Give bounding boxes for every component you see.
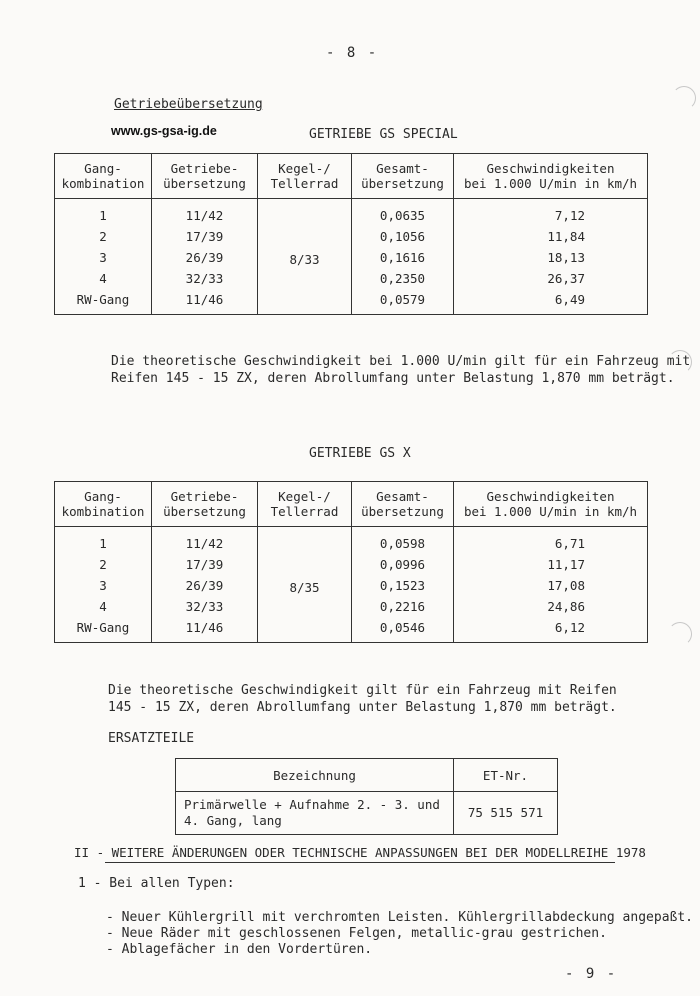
cell-speed: 24,86 <box>454 596 648 617</box>
cell-gesamt: 0,2216 <box>352 596 454 617</box>
cell-kegel: 8/33 <box>258 199 352 315</box>
cell-getriebe: 26/39 <box>152 575 258 596</box>
cell-gesamt: 0,1523 <box>352 575 454 596</box>
page-number-top: - 8 - <box>326 45 379 61</box>
list-item: - Neue Räder mit geschlossenen Felgen, metallic-grau gestrichen. <box>106 926 607 941</box>
section2-heading: II - WEITERE ÄNDERUNGEN ODER TECHNISCHE ANPASSUNGEN BEI DER MODELLREIHE 1978 <box>74 845 646 860</box>
cell-speed: 6,49 <box>454 289 648 315</box>
punch-hole-icon <box>668 622 692 646</box>
part-number: 75 515 571 <box>454 792 558 835</box>
table-row <box>55 554 648 575</box>
header-gesamt: Gesamt- übersetzung <box>352 482 454 527</box>
cell-gang: RW-Gang <box>55 617 152 643</box>
list-item: - Ablagefächer in den Vordertüren. <box>106 942 373 957</box>
gear-table-special <box>54 153 648 315</box>
section-heading: Getriebeübersetzung <box>114 97 263 112</box>
cell-gang: RW-Gang <box>55 289 152 315</box>
cell-getriebe: 26/39 <box>152 247 258 268</box>
cell-getriebe: 11/46 <box>152 617 258 643</box>
cell-speed: 6,71 <box>454 527 648 555</box>
subsection-heading: 1 - Bei allen Typen: <box>78 876 235 891</box>
cell-speed: 7,12 <box>454 199 648 227</box>
header-gang: Gang- kombination <box>55 482 152 527</box>
header-getriebe: Getriebe- übersetzung <box>152 482 258 527</box>
cell-speed: 17,08 <box>454 575 648 596</box>
cell-gang: 2 <box>55 226 152 247</box>
cell-gang: 1 <box>55 199 152 227</box>
cell-getriebe: 17/39 <box>152 226 258 247</box>
cell-getriebe: 11/42 <box>152 199 258 227</box>
part-name: Primärwelle + Aufnahme 2. - 3. und 4. Gang, lang <box>176 792 454 835</box>
cell-gang: 4 <box>55 596 152 617</box>
header-kegel: Kegel-/ Tellerrad <box>258 154 352 199</box>
cell-getriebe: 32/33 <box>152 596 258 617</box>
table-row <box>55 226 648 247</box>
table-row <box>55 289 648 315</box>
cell-gesamt: 0,0598 <box>352 527 454 555</box>
note-special: Die theoretische Geschwindigkeit bei 1.000 U/min gilt für ein Fahrzeug mit Reifen 145 - 15 ZX, deren Abrollumfang unter Belastung 1,870 mm beträgt. <box>111 354 691 386</box>
gear-table-x <box>54 481 648 643</box>
header-gang: Gang- kombination <box>55 154 152 199</box>
table2-title: GETRIEBE GS X <box>309 446 411 461</box>
cell-speed: 26,37 <box>454 268 648 289</box>
cell-gesamt: 0,2350 <box>352 268 454 289</box>
cell-gesamt: 0,0996 <box>352 554 454 575</box>
cell-getriebe: 17/39 <box>152 554 258 575</box>
cell-gesamt: 0,0546 <box>352 617 454 643</box>
cell-kegel: 8/35 <box>258 527 352 643</box>
table-row <box>55 527 648 555</box>
punch-hole-icon <box>672 86 696 110</box>
cell-gang: 2 <box>55 554 152 575</box>
header-speed: Geschwindigkeiten bei 1.000 U/min in km/h <box>454 154 648 199</box>
cell-gesamt: 0,1616 <box>352 247 454 268</box>
cell-getriebe: 11/46 <box>152 289 258 315</box>
cell-speed: 6,12 <box>454 617 648 643</box>
cell-gang: 1 <box>55 527 152 555</box>
cell-gesamt: 0,1056 <box>352 226 454 247</box>
header-speed: Geschwindigkeiten bei 1.000 U/min in km/h <box>454 482 648 527</box>
parts-table <box>175 758 558 835</box>
parts-heading: ERSATZTEILE <box>108 731 195 746</box>
table1-title: GETRIEBE GS SPECIAL <box>309 127 458 142</box>
table-row <box>55 199 648 227</box>
table-row <box>55 596 648 617</box>
header-gesamt: Gesamt- übersetzung <box>352 154 454 199</box>
cell-gesamt: 0,0579 <box>352 289 454 315</box>
section2-underline <box>105 862 615 863</box>
cell-speed: 18,13 <box>454 247 648 268</box>
table-row <box>55 575 648 596</box>
table-row <box>55 617 648 643</box>
parts-col-name: Bezeichnung <box>176 759 454 792</box>
parts-col-nr: ET-Nr. <box>454 759 558 792</box>
website-watermark: www.gs-gsa-ig.de <box>111 124 217 138</box>
table-row <box>55 268 648 289</box>
cell-speed: 11,17 <box>454 554 648 575</box>
cell-gang: 4 <box>55 268 152 289</box>
cell-gesamt: 0,0635 <box>352 199 454 227</box>
cell-speed: 11,84 <box>454 226 648 247</box>
cell-gang: 3 <box>55 575 152 596</box>
table-row <box>55 247 648 268</box>
change-list <box>106 910 693 958</box>
note-x: Die theoretische Geschwindigkeit gilt für ein Fahrzeug mit Reifen 145 - 15 ZX, deren Abrollumfang unter Belastung 1,870 mm beträgt. <box>108 683 617 715</box>
cell-gang: 3 <box>55 247 152 268</box>
header-kegel: Kegel-/ Tellerrad <box>258 482 352 527</box>
cell-getriebe: 11/42 <box>152 527 258 555</box>
header-getriebe: Getriebe- übersetzung <box>152 154 258 199</box>
list-item: - Neuer Kühlergrill mit verchromten Leisten. Kühlergrillabdeckung angepaßt. <box>106 910 693 925</box>
page-number-bottom: - 9 - <box>565 966 618 982</box>
cell-getriebe: 32/33 <box>152 268 258 289</box>
